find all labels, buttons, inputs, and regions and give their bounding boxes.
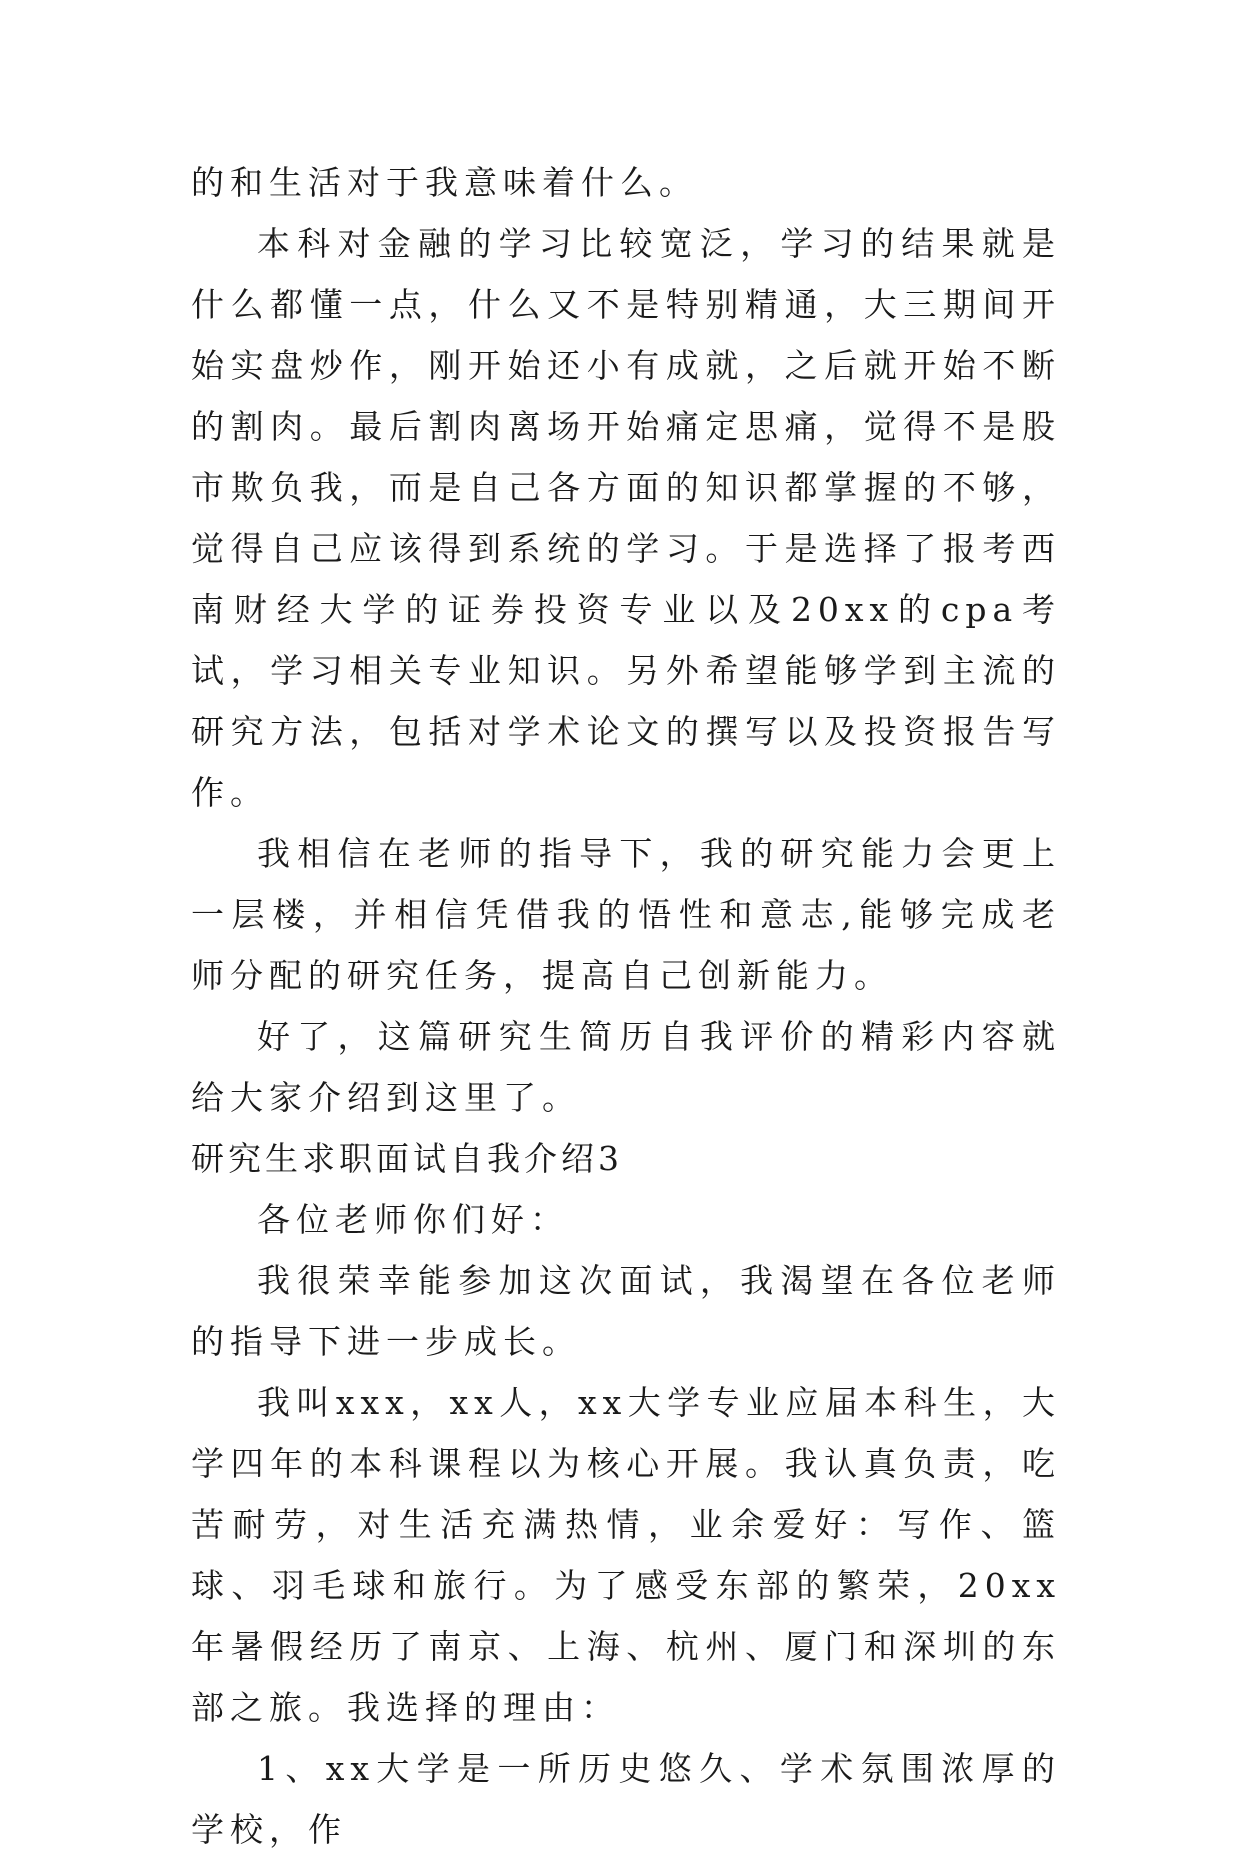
paragraph-finance-study: 本科对金融的学习比较宽泛，学习的结果就是什么都懂一点，什么又不是特别精通，大三期间开始实盘炒作，刚开始还小有成就，之后就开始不断的割肉。最后割肉离场开始痛定思痛，觉得不是股市欺负我，而是自己各方面的知识都掌握的不够，觉得自己应该得到系统的学习。于是选择了报考西南财经大学的证券投资专业以及20xx的cpa考试，学习相关专业知识。另外希望能够学到主流的研究方法，包括对学术论文的撰写以及投资报告写作。 [191, 224, 1061, 812]
paragraph-honor: 我很荣幸能参加这次面试，我渴望在各位老师的指导下进一步成长。 [191, 1261, 1061, 1361]
paragraph-reason-1: 1、xx大学是一所历史悠久、学术氛围浓厚的学校，作 [191, 1749, 1061, 1849]
section-heading: 研究生求职面试自我介绍3 [191, 1139, 623, 1178]
paragraph-greeting: 各位老师你们好： [257, 1200, 569, 1239]
paragraph-self-intro: 我叫xxx，xx人，xx大学专业应届本科生，大学四年的本科课程以为核心开展。我认真负责，吃苦耐劳，对生活充满热情，业余爱好：写作、篮球、羽毛球和旅行。为了感受东部的繁荣，20xx年暑假经历了南京、上海、杭州、厦门和深圳的东部之旅。我选择的理由： [191, 1383, 1061, 1727]
document-body [191, 152, 1061, 1860]
paragraph-continuation: 的和生活对于我意味着什么。 [191, 163, 698, 202]
paragraph-closing: 好了，这篇研究生简历自我评价的精彩内容就给大家介绍到这里了。 [191, 1017, 1061, 1117]
paragraph-research-ability: 我相信在老师的指导下，我的研究能力会更上一层楼，并相信凭借我的悟性和意志,能够完成老师分配的研究任务，提高自己创新能力。 [191, 834, 1061, 995]
